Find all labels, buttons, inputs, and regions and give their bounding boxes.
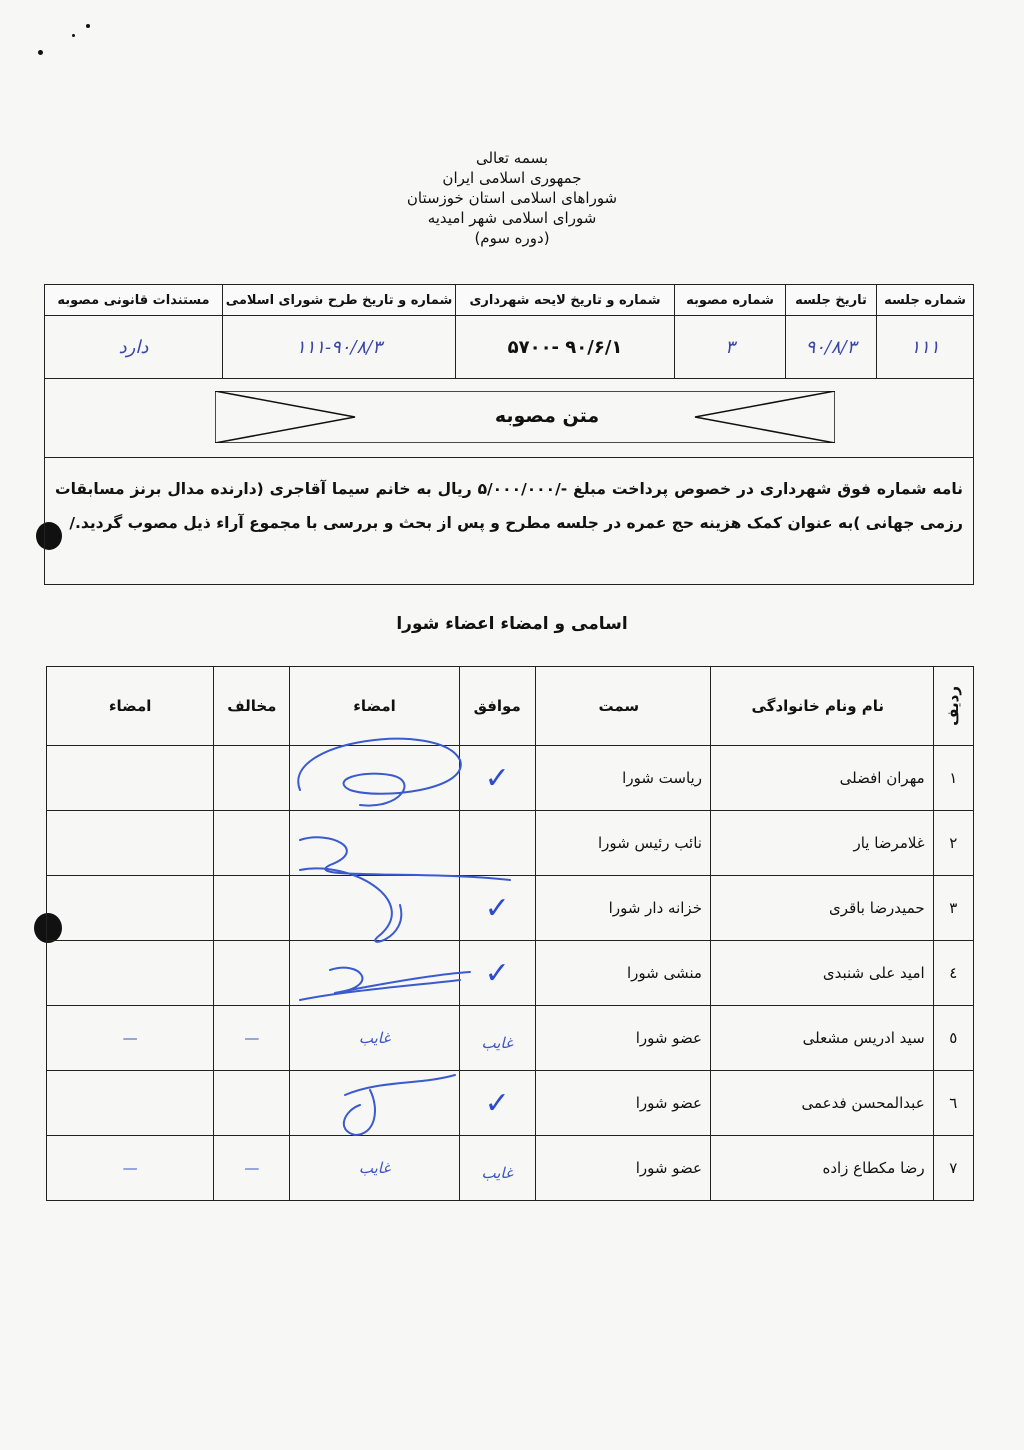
header-role: سمت	[535, 667, 710, 746]
member-row	[47, 746, 974, 811]
oppose-dash: —	[244, 1159, 260, 1177]
plan-no-date-value: ۱۱۱-۹۰/۸/۳	[223, 316, 456, 379]
member-oppose	[214, 1136, 290, 1201]
member-row	[47, 811, 974, 876]
member-agree	[459, 1006, 535, 1071]
agree-check: ✓	[484, 1085, 510, 1121]
header-sign: امضاء	[290, 667, 459, 746]
member-num: ۷	[933, 1136, 973, 1201]
member-row	[47, 1136, 974, 1201]
member-role: ریاست شورا	[535, 746, 710, 811]
member-agree	[459, 876, 535, 941]
header-line-1: بسمه تعالی	[475, 149, 549, 167]
members-table	[46, 666, 974, 1201]
members-title: اسامی و امضاء اعضاء شورا	[396, 614, 628, 634]
member-name: امید علی شنبدی	[710, 941, 933, 1006]
member-role: عضو شورا	[535, 1006, 710, 1071]
member-sign2	[47, 1136, 214, 1201]
member-num: ۳	[933, 876, 973, 941]
member-name: حمیدرضا باقری	[710, 876, 933, 941]
member-oppose	[214, 746, 290, 811]
agree-check: ✓	[484, 760, 510, 796]
member-agree	[459, 746, 535, 811]
speck	[38, 50, 43, 55]
header-radif: ردیف	[933, 667, 973, 746]
header-line-4: شورای اسلامی شهر امیدیه	[427, 209, 597, 227]
sign-absent-note: غایب	[358, 1029, 391, 1047]
member-num: ٤	[933, 941, 973, 1006]
member-oppose	[214, 1006, 290, 1071]
member-role: منشی شورا	[535, 941, 710, 1006]
header-legal-docs: مستندات قانونی مصوبه	[45, 285, 223, 316]
member-sign	[290, 941, 459, 1006]
member-sign2	[47, 1006, 214, 1071]
header-session-no: شماره جلسه	[877, 285, 974, 316]
member-num: ۲	[933, 811, 973, 876]
resolution-info-table	[44, 284, 974, 585]
header-line-3: شوراهای اسلامی استان خوزستان	[406, 189, 618, 207]
header-plan-no-date: شماره و تاریخ طرح شورای اسلامی	[223, 285, 456, 316]
resolution-banner-row	[45, 379, 974, 458]
member-name: مهران افضلی	[710, 746, 933, 811]
speck	[86, 24, 90, 28]
letterhead	[0, 148, 1024, 248]
member-row	[47, 1006, 974, 1071]
member-row	[47, 1071, 974, 1136]
member-agree	[459, 1136, 535, 1201]
header-line-5: (دوره سوم)	[474, 229, 550, 247]
member-name: عبدالمحسن فدعمی	[710, 1071, 933, 1136]
member-agree	[459, 811, 535, 876]
member-oppose	[214, 811, 290, 876]
member-agree	[459, 1071, 535, 1136]
member-role: خزانه دار شورا	[535, 876, 710, 941]
member-sign	[290, 876, 459, 941]
member-sign2	[47, 746, 214, 811]
resolution-text: نامه شماره فوق شهرداری در خصوص پرداخت مبلغ -/۵/۰۰۰/۰۰۰ ریال به خانم سیما آقاجری (دارنده مدال برنز مسابقات رزمی جهانی )به عنوان کمک هزینه حج عمره در جلسه مطرح و پس از بحث و بررسی با مجموع آراء ذیل مصوب گردید./	[45, 458, 974, 585]
member-name: سید ادریس مشعلی	[710, 1006, 933, 1071]
session-date-value: ۹۰/۸/۳	[786, 316, 877, 379]
member-sign	[290, 811, 459, 876]
agree-absent-note: غایب	[481, 1163, 513, 1182]
member-sign	[290, 746, 459, 811]
member-sign	[290, 1071, 459, 1136]
agree-check: ✓	[484, 955, 510, 991]
member-agree	[459, 941, 535, 1006]
header-name: نام ونام خانوادگی	[710, 667, 933, 746]
resolution-title: متن مصوبه	[494, 405, 600, 427]
header-resolution-no: شماره مصوبه	[675, 285, 786, 316]
agree-absent-note: غایب	[481, 1033, 513, 1052]
member-sign2	[47, 1071, 214, 1136]
bill-no-date-value: ۵۷۰۰- ۹۰/۶/۱	[456, 316, 675, 379]
member-name: رضا مکطاع زاده	[710, 1136, 933, 1201]
header-session-date: تاریخ جلسه	[786, 285, 877, 316]
member-num: ٦	[933, 1071, 973, 1136]
member-sign	[290, 1136, 459, 1201]
member-sign2	[47, 876, 214, 941]
legal-docs-value: دارد	[45, 316, 223, 379]
member-num: ۱	[933, 746, 973, 811]
member-row	[47, 941, 974, 1006]
header-agree: موافق	[459, 667, 535, 746]
agree-check: ✓	[484, 890, 510, 926]
header-oppose: مخالف	[214, 667, 290, 746]
member-row	[47, 876, 974, 941]
member-role: عضو شورا	[535, 1136, 710, 1201]
session-no-value: ۱۱۱	[877, 316, 974, 379]
member-oppose	[214, 941, 290, 1006]
member-name: غلامرضا یار	[710, 811, 933, 876]
sign2-dash: —	[122, 1029, 138, 1047]
member-sign	[290, 1006, 459, 1071]
header-line-2: جمهوری اسلامی ایران	[442, 169, 582, 187]
header-sign2: امضاء	[47, 667, 214, 746]
member-num: ٥	[933, 1006, 973, 1071]
sign-absent-note: غایب	[358, 1159, 391, 1177]
header-bill-no-date: شماره و تاریخ لایحه شهرداری	[456, 285, 675, 316]
resolution-no-value: ۳	[675, 316, 786, 379]
sign2-dash: —	[122, 1159, 138, 1177]
member-oppose	[214, 876, 290, 941]
speck	[72, 34, 75, 37]
member-role: نائب رئیس شورا	[535, 811, 710, 876]
oppose-dash: —	[244, 1029, 260, 1047]
member-oppose	[214, 1071, 290, 1136]
member-sign2	[47, 941, 214, 1006]
member-sign2	[47, 811, 214, 876]
member-role: عضو شورا	[535, 1071, 710, 1136]
